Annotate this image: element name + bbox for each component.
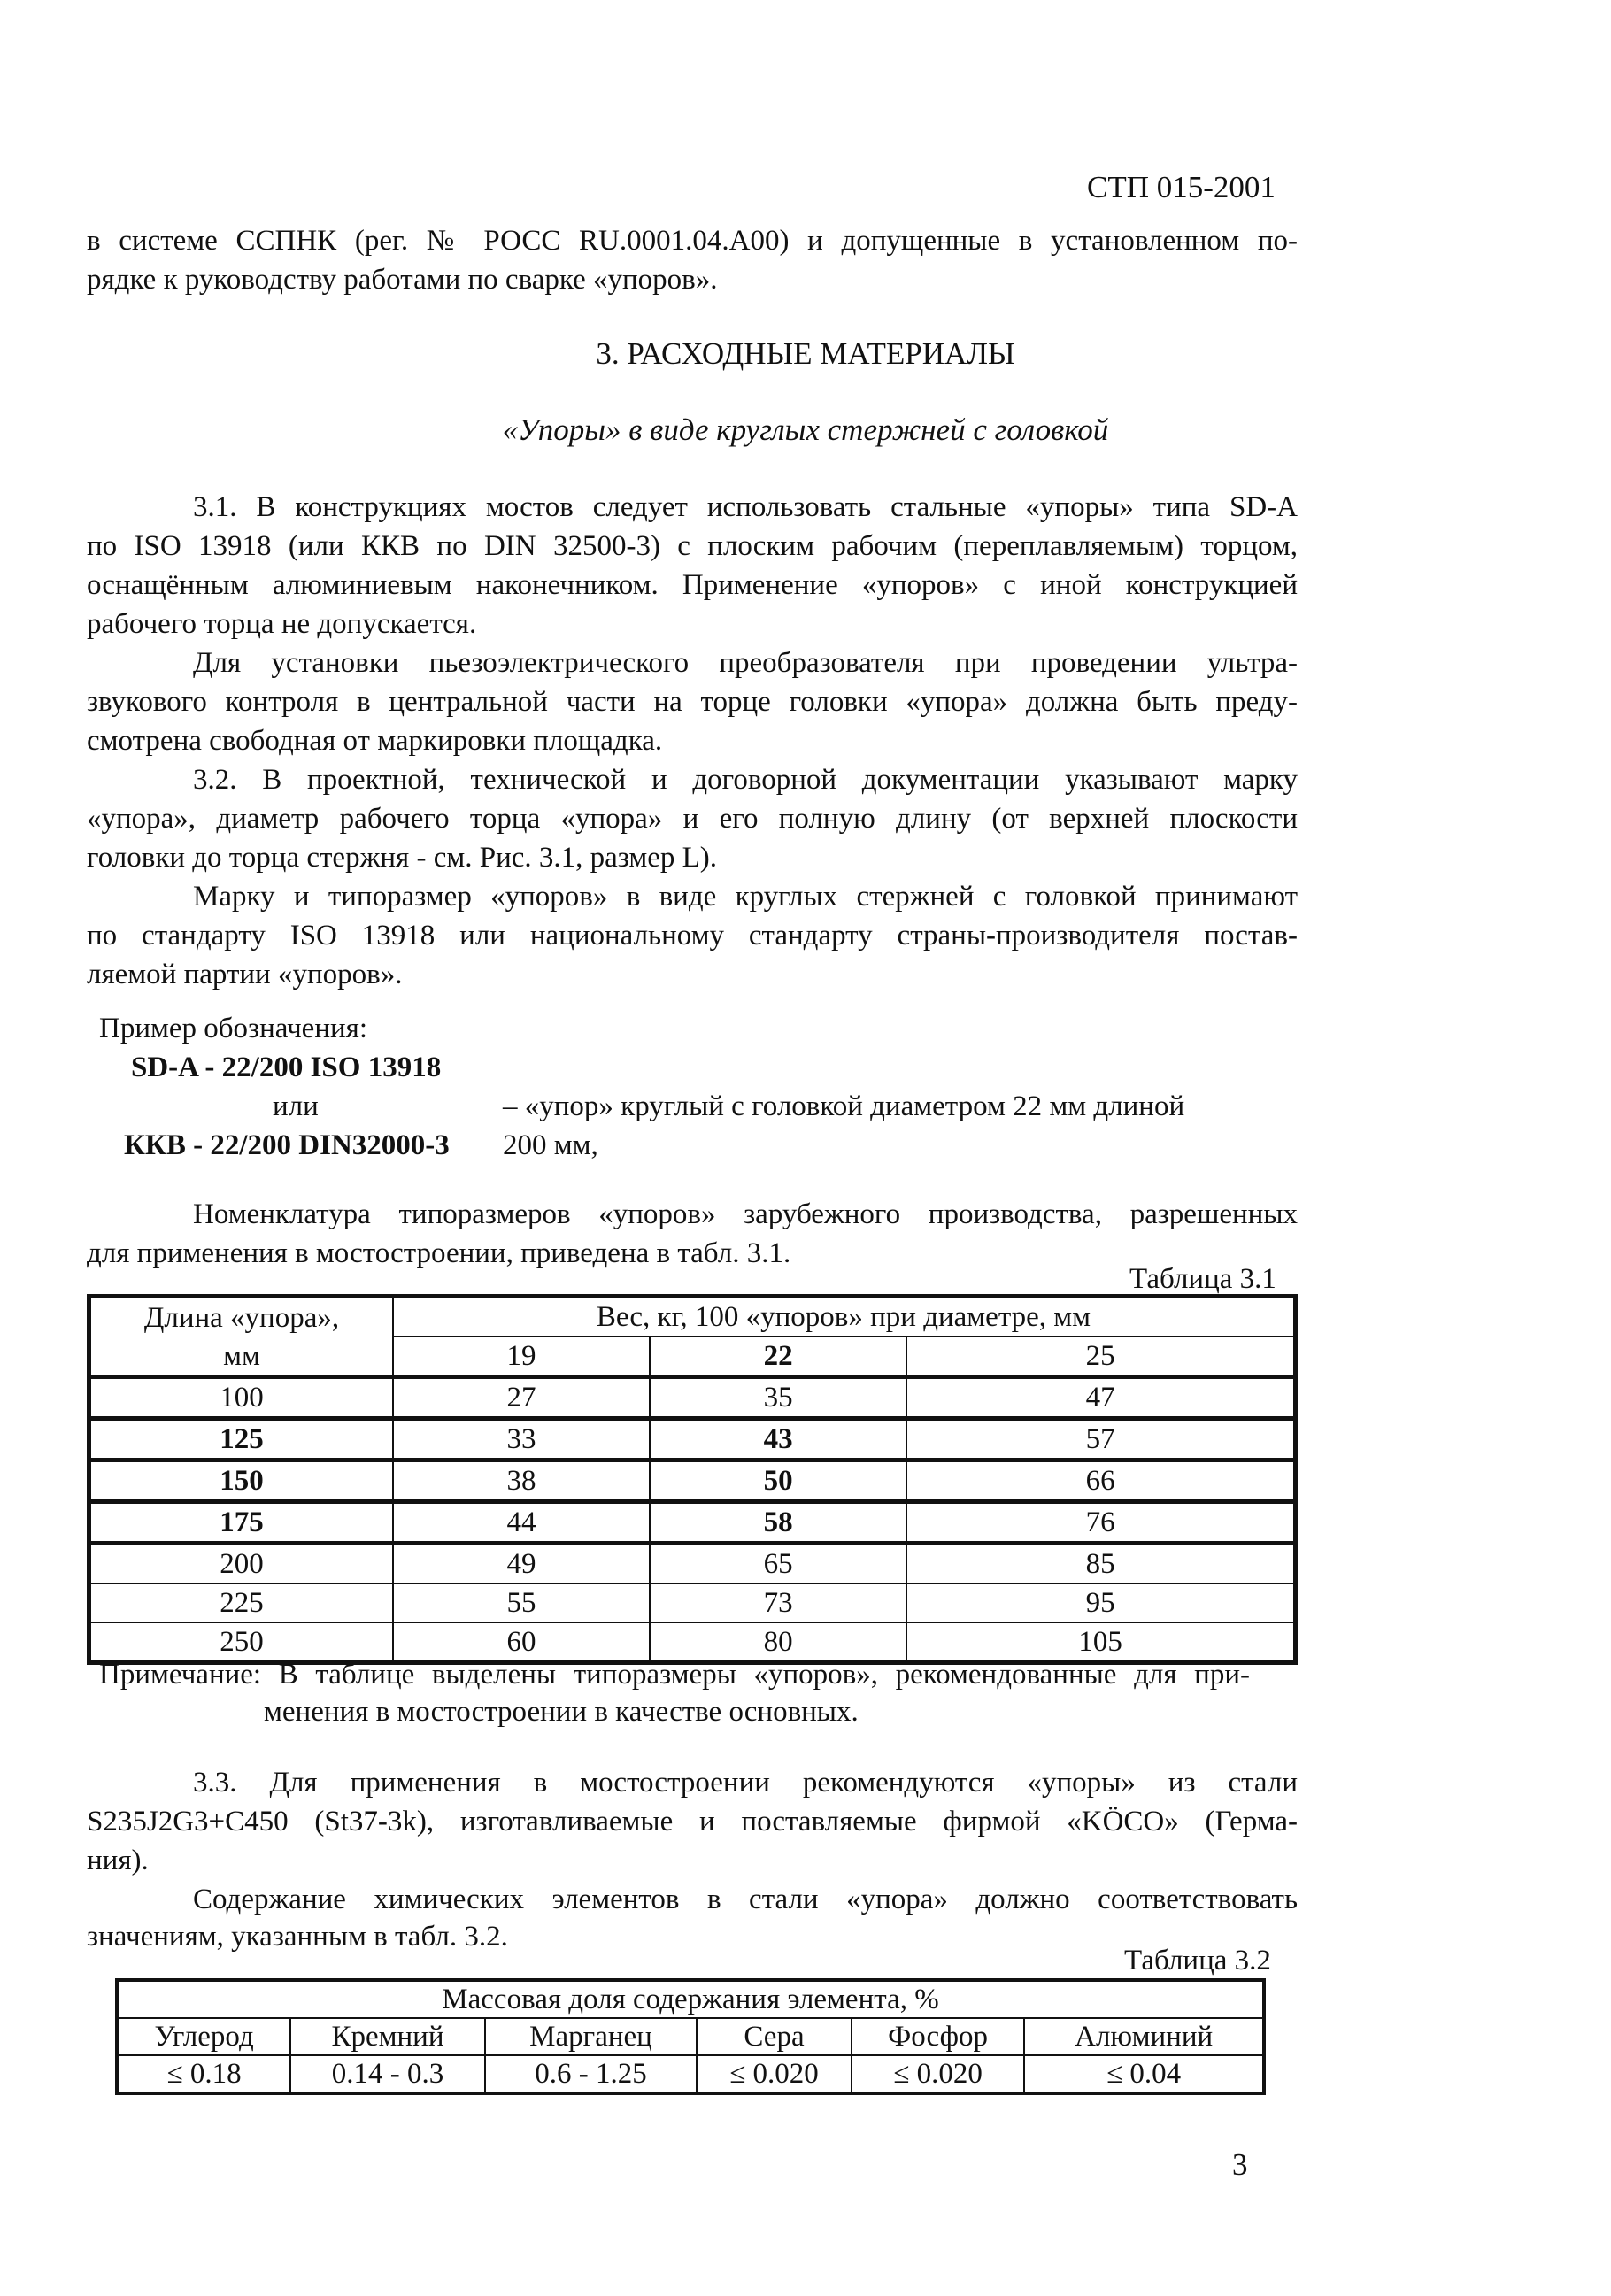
p32-line-2: «упора», диаметр рабочего торца «упора» и его полную длину (от верхней плоскости bbox=[87, 803, 1298, 835]
element-header: Сера bbox=[697, 2018, 852, 2055]
element-header: Алюминий bbox=[1024, 2018, 1264, 2055]
p31b-line-3: смотрена свободная от маркировки площадка. bbox=[87, 725, 663, 757]
page-number: 3 bbox=[1232, 2147, 1248, 2182]
weight-cell: 27 bbox=[393, 1377, 650, 1419]
table-row bbox=[89, 1583, 1296, 1622]
weight-cell: 73 bbox=[650, 1583, 906, 1622]
weight-group-header: Вес, кг, 100 «упоров» при диаметре, мм bbox=[393, 1297, 1296, 1337]
weight-cell: 80 bbox=[650, 1622, 906, 1663]
p33-line-3: ния). bbox=[87, 1845, 149, 1876]
p31-line-1: 3.1. В конструкциях мостов следует использовать стальные «упоры» типа SD-A bbox=[193, 491, 1298, 523]
example-description-1: – «упор» круглый с головкой диаметром 22 мм длиной bbox=[503, 1090, 1185, 1122]
weight-cell: 44 bbox=[393, 1502, 650, 1544]
element-value: ≤ 0.18 bbox=[117, 2055, 290, 2093]
weight-cell: 55 bbox=[393, 1583, 650, 1622]
weight-cell: 43 bbox=[650, 1419, 906, 1460]
element-share-header: Массовая доля содержания элемента, % bbox=[117, 1980, 1264, 2018]
table-row bbox=[117, 2055, 1264, 2093]
p32-line-3: головки до торца стержня - см. Рис. 3.1, размер L). bbox=[87, 842, 718, 874]
element-value: ≤ 0.020 bbox=[852, 2055, 1024, 2093]
p31b-line-1: Для установки пьезоэлектрического преобразователя при проведении ультра- bbox=[193, 647, 1298, 679]
table-3-2 bbox=[115, 1978, 1266, 2095]
p32-line-1: 3.2. В проектной, технической и договорной документации указывают марку bbox=[193, 764, 1298, 796]
document-code: СТП 015-2001 bbox=[1087, 170, 1276, 204]
table-row bbox=[89, 1419, 1296, 1460]
length-cell: 150 bbox=[89, 1460, 394, 1502]
example-description-2: 200 мм, bbox=[503, 1129, 598, 1161]
table-row bbox=[89, 1460, 1296, 1502]
intro-line-2: рядке к руководству работами по сварке «упоров». bbox=[87, 264, 718, 296]
nomenclature-line-1: Номенклатура типоразмеров «упоров» зарубежного производства, разрешенных bbox=[193, 1198, 1298, 1230]
p33-line-2: S235J2G3+C450 (St37-3k), изготавливаемые и поставляемые фирмой «KÖCO» (Герма- bbox=[87, 1806, 1298, 1838]
p32b-line-3: ляемой партии «упоров». bbox=[87, 959, 403, 990]
element-header: Кремний bbox=[290, 2018, 485, 2055]
p33-line-1: 3.3. Для применения в мостостроении рекомендуются «упоры» из стали bbox=[193, 1767, 1298, 1799]
example-or: или bbox=[273, 1090, 319, 1122]
weight-cell: 33 bbox=[393, 1419, 650, 1460]
length-header bbox=[89, 1297, 394, 1337]
length-header-unit: мм bbox=[89, 1337, 394, 1377]
table-row bbox=[89, 1502, 1296, 1544]
weight-cell: 60 bbox=[393, 1622, 650, 1663]
weight-cell: 58 bbox=[650, 1502, 906, 1544]
diameter-header: 22 bbox=[650, 1337, 906, 1377]
diameter-header: 25 bbox=[906, 1337, 1295, 1377]
note-line-1: Примечание: В таблице выделены типоразмеры «упоров», рекомендованные для при- bbox=[99, 1659, 1250, 1691]
length-cell: 200 bbox=[89, 1544, 394, 1584]
length-cell: 100 bbox=[89, 1377, 394, 1419]
element-header: Марганец bbox=[485, 2018, 697, 2055]
p33b-line-2: значениям, указанным в табл. 3.2. bbox=[87, 1921, 508, 1953]
weight-cell: 85 bbox=[906, 1544, 1295, 1584]
section-subtitle: «Упоры» в виде круглых стержней с головкой bbox=[502, 412, 1109, 447]
example-code-2: ККВ - 22/200 DIN32000-3 bbox=[124, 1129, 450, 1161]
element-header: Фосфор bbox=[852, 2018, 1024, 2055]
intro-line-1: в системе ССПНК (рег. № РОСС RU.0001.04.А00) и допущенные в установленном по- bbox=[87, 225, 1298, 257]
length-cell: 175 bbox=[89, 1502, 394, 1544]
element-value: ≤ 0.020 bbox=[697, 2055, 852, 2093]
p32b-line-1: Марку и типоразмер «упоров» в виде круглых стержней с головкой принимают bbox=[193, 881, 1298, 913]
length-cell: 225 bbox=[89, 1583, 394, 1622]
section-title: 3. РАСХОДНЫЕ МАТЕРИАЛЫ bbox=[596, 336, 1015, 371]
element-value: 0.6 - 1.25 bbox=[485, 2055, 697, 2093]
weight-cell: 38 bbox=[393, 1460, 650, 1502]
weight-cell: 35 bbox=[650, 1377, 906, 1419]
table-row bbox=[89, 1377, 1296, 1419]
weight-cell: 47 bbox=[906, 1377, 1295, 1419]
weight-cell: 95 bbox=[906, 1583, 1295, 1622]
weight-cell: 50 bbox=[650, 1460, 906, 1502]
p33b-line-1: Содержание химических элементов в стали «упора» должно соответствовать bbox=[193, 1884, 1298, 1915]
nomenclature-line-2: для применения в мостостроении, приведена в табл. 3.1. bbox=[87, 1237, 791, 1269]
weight-cell: 57 bbox=[906, 1419, 1295, 1460]
p31-line-3: оснащённым алюминиевым наконечником. Применение «упоров» с иной конструкцией bbox=[87, 569, 1298, 601]
table-3-2-caption: Таблица 3.2 bbox=[1124, 1945, 1271, 1976]
element-value: ≤ 0.04 bbox=[1024, 2055, 1264, 2093]
weight-cell: 49 bbox=[393, 1544, 650, 1584]
element-header: Углерод bbox=[117, 2018, 290, 2055]
example-label: Пример обозначения: bbox=[99, 1013, 367, 1044]
weight-cell: 105 bbox=[906, 1622, 1295, 1663]
table-3-1-caption: Таблица 3.1 bbox=[1129, 1263, 1276, 1295]
table-3-1 bbox=[87, 1294, 1298, 1665]
diameter-header: 19 bbox=[393, 1337, 650, 1377]
weight-cell: 66 bbox=[906, 1460, 1295, 1502]
length-header-line-1: Длина «упора», bbox=[143, 1301, 340, 1334]
table-row bbox=[89, 1544, 1296, 1584]
example-code-1: SD-A - 22/200 ISO 13918 bbox=[131, 1052, 442, 1083]
p32b-line-2: по стандарту ISO 13918 или национальному стандарту страны-производителя постав- bbox=[87, 920, 1298, 952]
p31b-line-2: звукового контроля в центральной части на торце головки «упора» должна быть преду- bbox=[87, 686, 1298, 718]
p31-line-4: рабочего торца не допускается. bbox=[87, 608, 477, 640]
weight-cell: 76 bbox=[906, 1502, 1295, 1544]
element-value: 0.14 - 0.3 bbox=[290, 2055, 485, 2093]
weight-cell: 65 bbox=[650, 1544, 906, 1584]
p31-line-2: по ISO 13918 (или ККВ по DIN 32500-3) с плоским рабочим (переплавляемым) торцом, bbox=[87, 530, 1298, 562]
length-cell: 125 bbox=[89, 1419, 394, 1460]
length-cell: 250 bbox=[89, 1622, 394, 1663]
note-line-2: менения в мостостроении в качестве основных. bbox=[264, 1696, 859, 1728]
